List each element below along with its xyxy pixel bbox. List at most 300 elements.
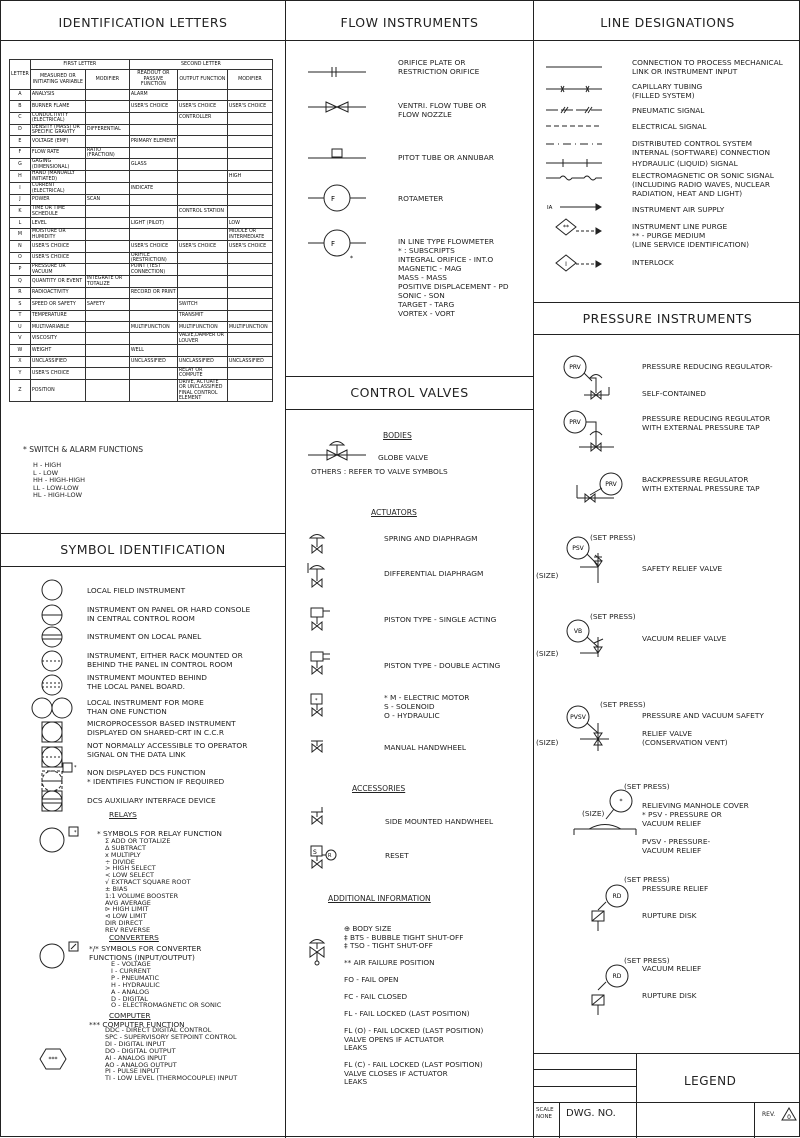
relays-title: RELAYS	[109, 810, 137, 819]
flow-instrument-description: PITOT TUBE OR ANNUBAR	[398, 153, 494, 162]
id-table-cell	[227, 90, 272, 101]
id-table-cell: MULTIFUNCTION	[129, 322, 177, 333]
converters-title: CONVERTERS	[109, 933, 159, 942]
id-table-cell: RELAY OR COMPUTE	[177, 367, 227, 379]
size-label: (SIZE)	[536, 571, 559, 580]
id-letter-cell: G	[10, 159, 31, 171]
id-table-row	[10, 112, 273, 124]
id-table-cell	[227, 159, 272, 171]
id-table-cell	[85, 356, 129, 367]
id-table-cell: SWITCH	[177, 299, 227, 310]
svg-text:*: *	[619, 798, 623, 805]
id-table-cell	[177, 288, 227, 299]
id-table-cell	[85, 218, 129, 229]
actuator-description: DIFFERENTIAL DIAPHRAGM	[384, 569, 484, 578]
purge-label: **	[563, 224, 569, 231]
id-letter-cell: R	[10, 288, 31, 299]
id-table-cell: FLOW RATE	[30, 147, 85, 159]
symbol-description: INSTRUMENT, EITHER RACK MOUNTED OR BEHIND THE PANEL IN CONTROL ROOM	[87, 651, 243, 669]
id-table-cell: DIFFERENTIAL	[85, 124, 129, 136]
id-table-cell	[227, 206, 272, 218]
id-table-cell	[177, 136, 227, 147]
id-table-cell: CONTROL STATION	[177, 206, 227, 218]
id-letter-cell: B	[10, 101, 31, 112]
behind-local-panel-icon	[42, 675, 62, 695]
col-readout: READOUT OR PASSIVE FUNCTION	[129, 70, 177, 90]
switch-alarm-title: * SWITCH & ALARM FUNCTIONS	[23, 445, 144, 454]
col-modifier: MODIFIER	[85, 70, 129, 90]
col-output: OUTPUT FUNCTION	[177, 70, 227, 90]
svg-text:F: F	[331, 240, 336, 248]
id-letter-cell: X	[10, 356, 31, 367]
differential-diaphragm-icon	[308, 563, 324, 587]
id-table-cell: UNCLASSIFIED	[227, 356, 272, 367]
id-table-cell	[227, 136, 272, 147]
actuator-description: SPRING AND DIAPHRAGM	[384, 534, 478, 543]
id-table-row	[10, 322, 273, 333]
reset-label: RESET	[385, 851, 409, 860]
id-table-row	[10, 345, 273, 356]
computer-title: COMPUTER	[109, 1011, 151, 1020]
symbol-identification-heading: SYMBOL IDENTIFICATION	[1, 533, 285, 567]
id-letter-cell: E	[10, 136, 31, 147]
col-measured: MEASURED OR INITIATING VARIABLE	[30, 70, 85, 90]
converter-icon	[40, 944, 64, 968]
flow-instrument-description: VENTRI. FLOW TUBE OR FLOW NOZZLE	[398, 101, 487, 119]
id-table-cell: MIDDLE OR INTERMEDIATE	[227, 229, 272, 241]
id-table-cell: TRANSMIT	[177, 310, 227, 321]
id-table-cell: VOLTAGE (EMF)	[30, 136, 85, 147]
id-table-cell	[227, 147, 272, 159]
id-table-cell	[227, 252, 272, 264]
id-letter-cell: C	[10, 112, 31, 124]
id-table-cell	[177, 345, 227, 356]
id-table-row	[10, 194, 273, 205]
globe-valve-label: GLOBE VALVE	[378, 453, 429, 462]
additional-info-icon	[310, 940, 324, 966]
id-table-cell	[177, 183, 227, 195]
relays-list: Σ ADD OR TOTALIZE Δ SUBTRACT x MULTIPLY ÷ DIVIDE > HIGH SELECT < LOW SELECT √ EXTRACT SQUARE ROOT ± BIAS 1:1 VOLUME BOOSTER AVG AVERAGE ⊳ HIGH LIMIT ⊲ LOW LIMIT DIR DIRECT REV REVERSE	[105, 837, 191, 934]
id-table-cell: USER'S CHOICE	[30, 252, 85, 264]
symbol-description: DCS AUXILIARY INTERFACE DEVICE	[87, 796, 216, 805]
id-letter-cell: Y	[10, 367, 31, 379]
id-table-cell: VALVE,DAMPER OR LOUVER	[177, 333, 227, 345]
converters-head: */* SYMBOLS FOR CONVERTER FUNCTIONS (INPUT/OUTPUT)	[89, 944, 202, 962]
revision-triangle-icon	[781, 1107, 797, 1121]
id-table-cell	[129, 194, 177, 205]
id-table-cell: PRESSURE OR VACUUM	[30, 264, 85, 276]
id-table-cell: QUANTITY OR EVENT	[30, 276, 85, 288]
id-table-cell: MOISTURE OR HUMIDITY	[30, 229, 85, 241]
id-table-cell: MULTIFUNCTION	[227, 322, 272, 333]
id-table-cell	[227, 183, 272, 195]
id-table-cell	[85, 183, 129, 195]
id-letter-cell: J	[10, 194, 31, 205]
id-letter-cell: D	[10, 124, 31, 136]
id-table-cell: RADIOACTIVITY	[30, 288, 85, 299]
size-label: (SIZE)	[582, 809, 605, 818]
id-table-cell	[85, 229, 129, 241]
id-table-cell: USER'S CHOICE	[227, 101, 272, 112]
symbol-description: MICROPROCESSOR BASED INSTRUMENT DISPLAYED ON SHARED-CRT IN C.C.R	[87, 719, 236, 737]
rev-number: 0	[787, 1114, 791, 1121]
id-letter-cell: H	[10, 171, 31, 183]
id-table-cell	[227, 379, 272, 402]
id-table-cell	[177, 194, 227, 205]
line-designation-description: PNEUMATIC SIGNAL	[632, 106, 705, 115]
line-designation-description: INSTRUMENT AIR SUPPLY	[632, 205, 725, 214]
svg-text:PVSV: PVSV	[570, 714, 586, 721]
id-table-row	[10, 159, 273, 171]
id-table-cell	[85, 112, 129, 124]
id-table-cell	[85, 171, 129, 183]
id-table-row	[10, 229, 273, 241]
id-table-cell: USER'S CHOICE	[129, 101, 177, 112]
id-table-cell: GAGING (DIMENSIONAL)	[30, 159, 85, 171]
id-table-cell	[85, 206, 129, 218]
id-table-cell	[177, 124, 227, 136]
id-table-row	[10, 171, 273, 183]
id-table-cell	[129, 171, 177, 183]
id-letter-cell: F	[10, 147, 31, 159]
multi-function-instrument-icon	[32, 698, 52, 718]
manual-handwheel-icon	[311, 741, 323, 752]
symbol-description: NOT NORMALLY ACCESSIBLE TO OPERATOR SIGNAL ON THE DATA LINK	[87, 741, 248, 759]
id-table-row	[10, 241, 273, 252]
id-table-cell: USER'S CHOICE	[30, 367, 85, 379]
id-table-cell: USER'S CHOICE	[177, 101, 227, 112]
id-table-cell	[129, 367, 177, 379]
id-table-cell	[85, 136, 129, 147]
id-table-row	[10, 367, 273, 379]
id-table-cell	[85, 264, 129, 276]
flow-instrument-description: ORIFICE PLATE OR RESTRICTION ORIFICE	[398, 58, 480, 76]
line-designation-description: DISTRIBUTED CONTROL SYSTEM INTERNAL (SOFTWARE) CONNECTION	[632, 139, 771, 157]
id-table-cell	[227, 345, 272, 356]
id-table-cell: UNCLASSIFIED	[177, 356, 227, 367]
line-designation-description: ELECTRICAL SIGNAL	[632, 122, 707, 131]
id-table-cell: VISCOSITY	[30, 333, 85, 345]
id-table-cell	[129, 310, 177, 321]
id-table-cell	[177, 147, 227, 159]
id-table-cell: MULTIVARIABLE	[30, 322, 85, 333]
svg-text:PRV: PRV	[569, 419, 581, 426]
id-table-row	[10, 264, 273, 276]
id-table-row	[10, 252, 273, 264]
size-label: (SIZE)	[536, 649, 559, 658]
id-letter-cell: M	[10, 229, 31, 241]
id-table-cell: INDICATE	[129, 183, 177, 195]
id-table-cell: UNCLASSIFIED	[129, 356, 177, 367]
computer-head: *** COMPUTER FUNCTION	[89, 1020, 185, 1029]
rev-label: REV.	[762, 1111, 776, 1118]
id-table-cell: LEVEL	[30, 218, 85, 229]
id-table-cell	[129, 229, 177, 241]
id-table-cell	[227, 310, 272, 321]
line-designation-description: CONNECTION TO PROCESS MECHANICAL LINK OR INSTRUMENT INPUT	[632, 58, 783, 76]
id-letter-cell: T	[10, 310, 31, 321]
pressure-instrument-description: RELIEVING MANHOLE COVER * PSV - PRESSURE OR VACUUM RELIEF PVSV - PRESSURE- VACUUM RELIEF	[642, 801, 749, 855]
svg-text:VB: VB	[573, 628, 583, 635]
svg-text:*: *	[315, 698, 318, 704]
pressure-instrument-description: BACKPRESSURE REGULATOR WITH EXTERNAL PRESSURE TAP	[642, 475, 760, 493]
additional-info-list: ⊕ BODY SIZE ‡ BTS - BUBBLE TIGHT SHUT-OFF ‡ TSO - TIGHT SHUT-OFF ** AIR FAILURE POSITION FO - FAIL OPEN FC - FAIL CLOSED FL - FAIL LOCKED (LAST POSITION) FL (O) - FAIL LOCKED (LAST POSITION) VALVE OPENS IF ACTUATOR LEAKS FL (C) - FAIL LOCKED (LAST POSITION) VALVE CLOSES IF ACTUATOR LEAKS	[344, 924, 484, 1086]
local-field-instrument-icon	[42, 580, 62, 600]
id-table-row	[10, 333, 273, 345]
pressure-instruments-heading: PRESSURE INSTRUMENTS	[534, 303, 800, 335]
pressure-instrument-description: PRESSURE RELIEF RUPTURE DISK	[642, 884, 709, 920]
scale-label: SCALE NONE	[536, 1107, 554, 1120]
id-table-cell: MULTIFUNCTION	[177, 322, 227, 333]
id-table-cell	[85, 159, 129, 171]
id-table-cell	[177, 252, 227, 264]
symbol-description: INSTRUMENT ON LOCAL PANEL	[87, 632, 202, 641]
id-letter-cell: N	[10, 241, 31, 252]
id-letter-cell: U	[10, 322, 31, 333]
id-table-cell: LIGHT (PILOT)	[129, 218, 177, 229]
dwg-no-label: DWG. NO.	[566, 1108, 616, 1119]
id-table-cell: DRIVE, ACTUATE OR UNCLASSIFIED FINAL CONTROL ELEMENT	[177, 379, 227, 402]
column-flow-control	[286, 1, 534, 1138]
id-table-cell	[85, 101, 129, 112]
id-table-cell: CURRENT (ELECTRICAL)	[30, 183, 85, 195]
id-table-cell: WEIGHT	[30, 345, 85, 356]
id-table-row	[10, 124, 273, 136]
line-designation-description: ELECTROMAGNETIC OR SONIC SIGNAL (INCLUDING RADIO WAVES, NUCLEAR RADIATION, HEAT AND LIGHT)	[632, 171, 774, 198]
id-table-cell: UNCLASSIFIED	[30, 356, 85, 367]
flow-instruments-heading: FLOW INSTRUMENTS	[286, 5, 533, 41]
id-table-cell: SPEED OR SAFETY	[30, 299, 85, 310]
id-table-cell	[85, 90, 129, 101]
set-press-label: (SET PRESS)	[600, 700, 646, 709]
id-table-cell	[177, 276, 227, 288]
first-letter-header: FIRST LETTER	[30, 60, 129, 70]
svg-text:*: *	[350, 255, 353, 262]
id-table-cell	[227, 194, 272, 205]
id-letter-cell: Q	[10, 276, 31, 288]
id-table-cell	[85, 310, 129, 321]
id-table-cell: INTEGRATE OR TOTALIZE	[85, 276, 129, 288]
id-table-cell: RECORD OR PRINT	[129, 288, 177, 299]
identification-letters-heading: IDENTIFICATION LETTERS	[1, 5, 285, 41]
flow-instrument-description: ROTAMETER	[398, 194, 444, 203]
id-table-row	[10, 379, 273, 402]
id-letter-cell: Z	[10, 379, 31, 402]
col-letter: LETTER	[10, 60, 31, 90]
id-table-row	[10, 356, 273, 367]
switch-alarm-list: H - HIGH L - LOW HH - HIGH-HIGH LL - LOW-LOW HL - HIGH-LOW	[33, 461, 86, 499]
actuator-description: PISTON TYPE - SINGLE ACTING	[384, 615, 497, 624]
id-table-cell: WELL	[129, 345, 177, 356]
computer-hex-label: ***	[48, 1056, 58, 1063]
id-table-row	[10, 299, 273, 310]
id-table-cell: HAND (MANUALLY INITIATED)	[30, 171, 85, 183]
id-table-cell	[85, 367, 129, 379]
actuator-description: * M - ELECTRIC MOTOR S - SOLENOID O - HYDRAULIC	[384, 693, 470, 720]
id-table-row	[10, 183, 273, 195]
id-table-cell: CONTROLLER	[177, 112, 227, 124]
id-table-cell: TIME OR TIME SCHEDULE	[30, 206, 85, 218]
spring-diaphragm-icon	[310, 535, 324, 554]
relays-head: * SYMBOLS FOR RELAY FUNCTION	[97, 829, 222, 838]
id-table-cell	[227, 124, 272, 136]
id-letter-cell: L	[10, 218, 31, 229]
id-table-cell: USER'S CHOICE	[227, 241, 272, 252]
id-table-cell: USER'S CHOICE	[177, 241, 227, 252]
side-handwheel-label: SIDE MOUNTED HANDWHEEL	[385, 817, 494, 826]
id-table-cell	[177, 159, 227, 171]
id-table-cell	[85, 333, 129, 345]
id-table-row	[10, 101, 273, 112]
id-table-cell	[129, 299, 177, 310]
id-table-cell	[227, 112, 272, 124]
id-table-cell	[129, 379, 177, 402]
id-table-cell: POINT (TEST CONNECTION)	[129, 264, 177, 276]
id-table-cell: TEMPERATURE	[30, 310, 85, 321]
id-table-cell	[85, 322, 129, 333]
id-letter-cell: A	[10, 90, 31, 101]
column-lines-pressure	[534, 1, 800, 1138]
set-press-label: (SET PRESS)	[624, 956, 670, 965]
id-table-cell	[85, 379, 129, 402]
id-table-cell	[177, 171, 227, 183]
set-press-label: (SET PRESS)	[624, 782, 670, 791]
symbol-description: LOCAL FIELD INSTRUMENT	[87, 586, 186, 595]
id-table-cell: ANALYSIS	[30, 90, 85, 101]
svg-text:*: *	[74, 830, 77, 836]
id-letter-cell: W	[10, 345, 31, 356]
bodies-title: BODIES	[383, 431, 412, 440]
id-table-row	[10, 136, 273, 147]
ia-label: IA	[547, 205, 553, 211]
id-letter-cell: O	[10, 252, 31, 264]
identification-letters-table	[9, 59, 273, 402]
id-table-cell	[177, 264, 227, 276]
symbol-description: NON DISPLAYED DCS FUNCTION * IDENTIFIES FUNCTION IF REQUIRED	[87, 768, 225, 786]
svg-text:PRV: PRV	[605, 481, 617, 488]
id-table-cell: USER'S CHOICE	[30, 241, 85, 252]
symbol-description: INSTRUMENT ON PANEL OR HARD CONSOLE IN CENTRAL CONTROL ROOM	[87, 605, 251, 623]
id-table-cell	[129, 124, 177, 136]
pressure-instrument-description: PRESSURE AND VACUUM SAFETY RELIEF VALVE (CONSERVATION VENT)	[642, 711, 764, 747]
actuator-description: MANUAL HANDWHEEL	[384, 743, 467, 752]
relay-icon	[40, 828, 64, 852]
additional-info-title: ADDITIONAL INFORMATION	[328, 894, 431, 903]
flow-instrument-description: IN LINE TYPE FLOWMETER * : SUBSCRIPTS INTEGRAL ORIFICE - INT.O MAGNETIC - MAG MASS - MASS POSITIVE DISPLACEMENT - PD SONIC - SON TARGET - TARG VORTEX - VORT	[398, 237, 509, 318]
symbol-description: LOCAL INSTRUMENT FOR MORE THAN ONE FUNCTION	[87, 698, 204, 716]
set-press-label: (SET PRESS)	[624, 875, 670, 884]
id-table-cell	[129, 147, 177, 159]
id-letter-cell: K	[10, 206, 31, 218]
id-table-row	[10, 218, 273, 229]
svg-text:*: *	[74, 765, 77, 771]
line-designation-description: CAPILLARY TUBING (FILLED SYSTEM)	[632, 82, 703, 100]
id-table-cell	[129, 333, 177, 345]
id-table-cell: SCAN	[85, 194, 129, 205]
pressure-instrument-icons	[534, 335, 800, 1035]
pressure-instrument-description: VACUUM RELIEF RUPTURE DISK	[642, 964, 702, 1000]
svg-text:S: S	[313, 849, 317, 856]
id-table-cell: ALARM	[129, 90, 177, 101]
id-table-cell	[85, 288, 129, 299]
actuators-title: ACTUATORS	[371, 508, 417, 517]
flow-instrument-icons	[286, 37, 534, 377]
id-table-row	[10, 206, 273, 218]
column-identification	[1, 1, 286, 1138]
others-label: OTHERS : REFER TO VALVE SYMBOLS	[311, 467, 448, 476]
symbol-description: INSTRUMENT MOUNTED BEHIND THE LOCAL PANEL BOARD.	[87, 673, 207, 691]
id-table-cell: CONDUCTIVITY (ELECTRICAL)	[30, 112, 85, 124]
svg-text:PRV: PRV	[569, 364, 581, 371]
set-press-label: (SET PRESS)	[590, 612, 636, 621]
id-table-cell	[227, 299, 272, 310]
id-table-cell	[129, 206, 177, 218]
id-table-row	[10, 288, 273, 299]
actuator-description: PISTON TYPE - DOUBLE ACTING	[384, 661, 501, 670]
line-designation-description: HYDRAULIC (LIQUID) SIGNAL	[632, 159, 738, 168]
svg-text:RD: RD	[612, 973, 622, 980]
piston-single-icon	[311, 608, 330, 630]
id-table-cell: PRIMARY ELEMENT	[129, 136, 177, 147]
local-panel-instrument-icon	[42, 627, 62, 647]
col-modifier2: MODIFIER	[227, 70, 272, 90]
id-table-cell: USER'S CHOICE	[129, 241, 177, 252]
id-table-cell: BURNER FLAME	[30, 101, 85, 112]
pressure-instrument-description: SAFETY RELIEF VALVE	[642, 564, 723, 573]
id-letter-cell: S	[10, 299, 31, 310]
id-table-row	[10, 310, 273, 321]
id-table-cell	[85, 241, 129, 252]
pressure-instrument-description: PRESSURE REDUCING REGULATOR- SELF-CONTAINED	[642, 362, 773, 398]
id-table-cell	[227, 367, 272, 379]
id-table-cell	[129, 276, 177, 288]
id-table-cell: RATIO (FRACTION)	[85, 147, 129, 159]
id-table-cell	[129, 112, 177, 124]
svg-text:RD: RD	[612, 893, 622, 900]
interlock-label: I	[565, 261, 567, 268]
control-valves-heading: CONTROL VALVES	[286, 376, 533, 410]
legend-title: LEGEND	[684, 1074, 737, 1088]
computer-list: DDC - DIRECT DIGITAL CONTROL SPC - SUPERVISORY SETPOINT CONTROL DI - DIGITAL INPUT DO - DIGITAL OUTPUT AI - ANALOG INPUT AO - ANALOG OUTPUT PI - PULSE INPUT TI - LOW LEVEL (THERMOCOUPLE) INPUT	[105, 1026, 238, 1083]
converters-list: E - VOLTAGE I - CURRENT P - PNEUMATIC H - HYDRAULIC A - ANALOG D - DIGITAL O - ELECTROMAGNETIC OR SONIC	[111, 960, 222, 1010]
id-letter-cell: P	[10, 264, 31, 276]
svg-text:PSV: PSV	[572, 545, 584, 552]
id-table-row	[10, 147, 273, 159]
svg-text:R: R	[328, 853, 332, 859]
id-table-cell: LOW	[227, 218, 272, 229]
id-table-cell: GLASS	[129, 159, 177, 171]
id-table-cell: POWER	[30, 194, 85, 205]
id-table-row	[10, 90, 273, 101]
id-letter-cell: I	[10, 183, 31, 195]
id-table-cell	[227, 276, 272, 288]
id-table-cell: ORIFICE (RESTRICTION)	[129, 252, 177, 264]
line-designation-description: INSTRUMENT LINE PURGE ** - PURGE MEDIUM (LINE SERVICE IDENTIFICATION)	[632, 222, 749, 249]
line-designations-heading: LINE DESIGNATIONS	[534, 5, 800, 41]
id-table-cell	[227, 264, 272, 276]
id-table-cell	[227, 288, 272, 299]
id-table-cell: HIGH	[227, 171, 272, 183]
side-mounted-handwheel-icon	[311, 807, 323, 824]
id-table-cell	[177, 229, 227, 241]
id-letter-cell: V	[10, 333, 31, 345]
id-table-cell: POSITION	[30, 379, 85, 402]
id-table-cell	[227, 333, 272, 345]
pressure-instrument-description: PRESSURE REDUCING REGULATOR WITH EXTERNAL PRESSURE TAP	[642, 414, 771, 432]
id-table-cell: SAFETY	[85, 299, 129, 310]
id-table-cell	[177, 90, 227, 101]
accessories-title: ACCESSORIES	[352, 784, 406, 793]
